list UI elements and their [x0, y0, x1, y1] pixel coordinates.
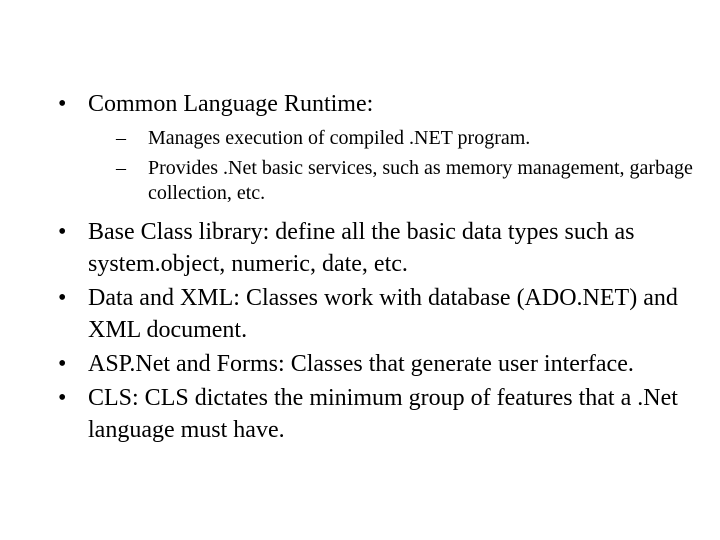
- bullet-item-asp-net-forms: [58, 348, 698, 380]
- bullet-item-clr: [58, 88, 698, 206]
- bullet-icon: •: [58, 219, 67, 245]
- bullet-icon: •: [58, 385, 67, 411]
- bullet-icon: •: [58, 285, 67, 311]
- bullet-item-base-class-library: [58, 216, 698, 280]
- sub-bullet-item: [116, 126, 698, 151]
- bullet-icon: •: [58, 351, 67, 377]
- bullet-item-cls: [58, 382, 698, 446]
- bullet-text: CLS: CLS dictates the minimum group of features that a .Net language must have.: [88, 385, 678, 443]
- dash-icon: –: [116, 127, 126, 149]
- slide-body: [58, 86, 698, 446]
- bullet-icon: •: [58, 91, 67, 117]
- sub-bullet-item: [116, 156, 698, 206]
- bullet-text: Data and XML: Classes work with database (ADO.NET) and XML document.: [88, 285, 678, 343]
- bullet-list: [58, 88, 698, 446]
- sub-bullet-list: [88, 126, 698, 206]
- sub-bullet-text: Provides .Net basic services, such as memory management, garbage collection, etc.: [148, 157, 693, 204]
- dash-icon: –: [116, 157, 126, 179]
- bullet-item-data-and-xml: [58, 282, 698, 346]
- bullet-text: Common Language Runtime:: [88, 91, 374, 117]
- sub-bullet-text: Manages execution of compiled .NET program.: [148, 127, 531, 149]
- bullet-text: Base Class library: define all the basic data types such as system.object, numeric, date, etc.: [88, 219, 635, 277]
- bullet-text: ASP.Net and Forms: Classes that generate user interface.: [88, 351, 634, 377]
